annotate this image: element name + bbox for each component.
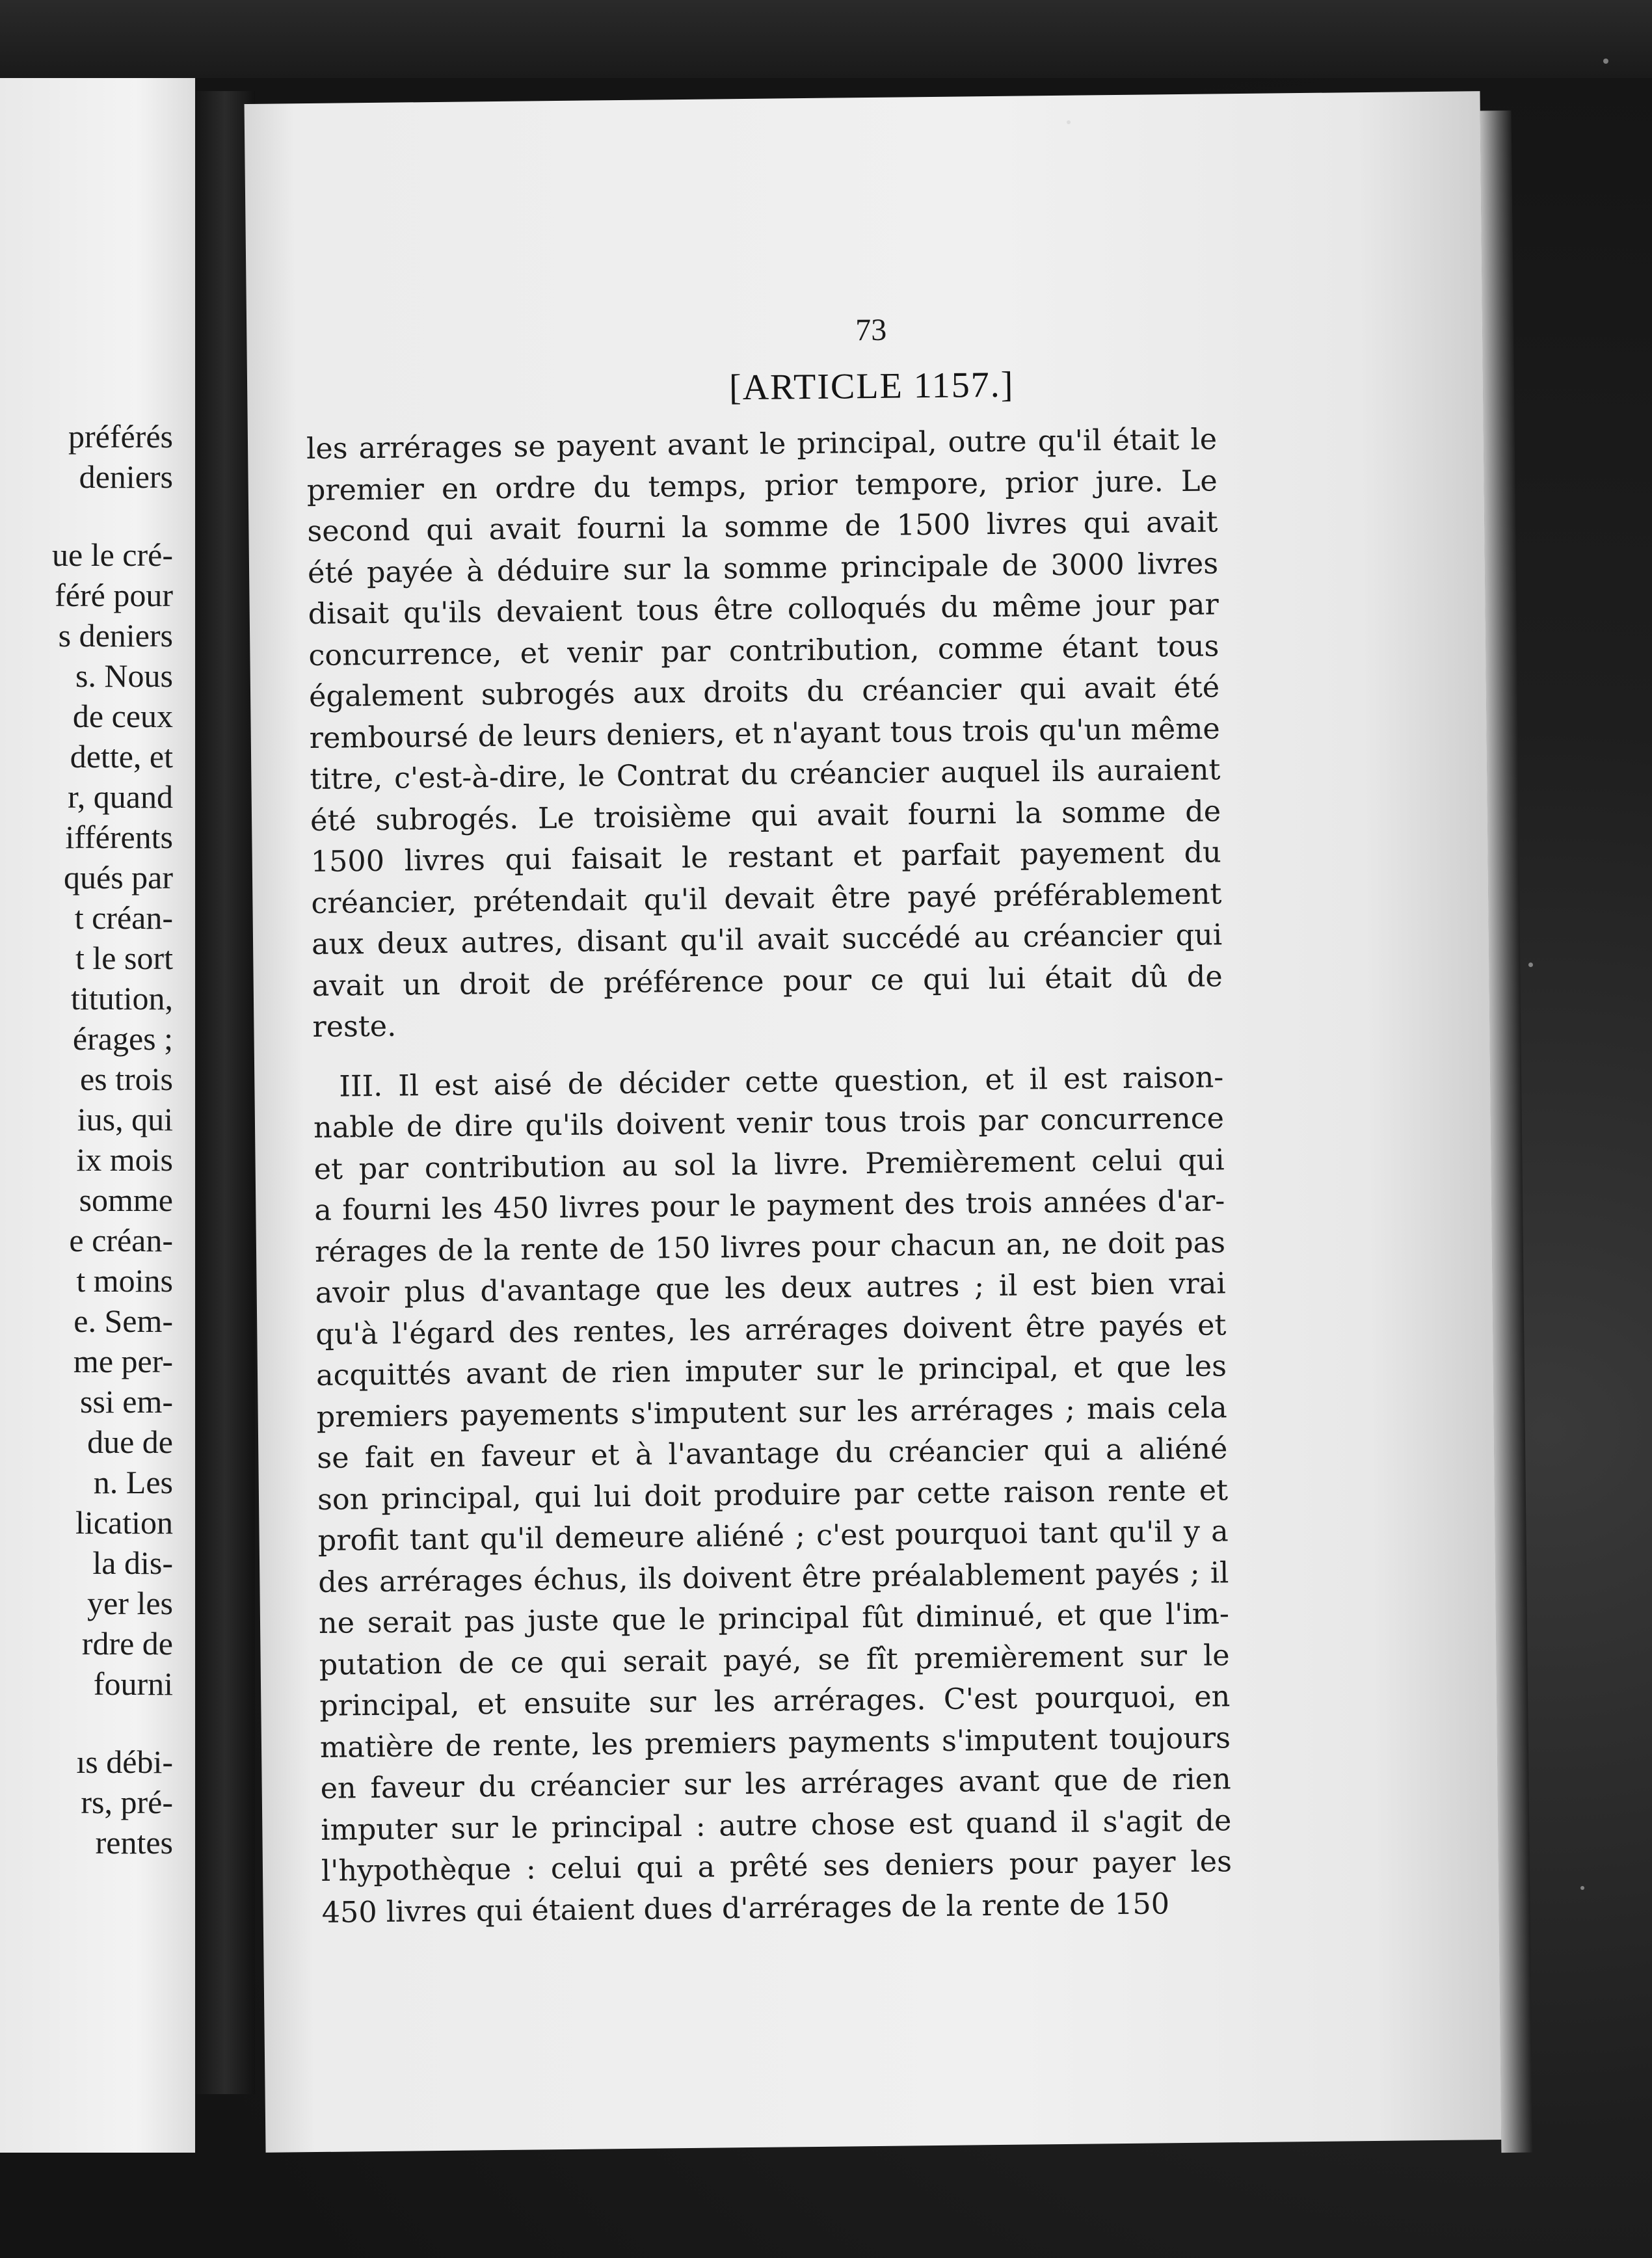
text-line: rérages de la rente de 150 livres pour chacun an, ne doit pas: [314, 1225, 1226, 1269]
scan-dust: [1580, 1886, 1584, 1890]
text-line: des arrérages échus, ils doivent être préalablement payés ; il: [318, 1556, 1229, 1599]
text-line-fragment: due de: [87, 1424, 173, 1460]
text-line: disait qu'ils devaient tous être colloqués du même jour par: [308, 588, 1219, 631]
text-line-fragment: ius, qui: [77, 1101, 173, 1137]
article-heading: [ARTICLE 1157.]: [728, 364, 1015, 408]
text-line: se fait en faveur et à l'avantage du créancier qui a aliéné: [317, 1432, 1228, 1475]
text-line: nable de dire qu'ils doivent venir tous trois par concurrence: [313, 1102, 1225, 1145]
text-line-fragment: r, quand: [68, 778, 173, 815]
scan-dust: [1603, 59, 1608, 64]
text-line-fragment: dette, et: [70, 738, 173, 775]
text-line: ne serait pas juste que le principal fût diminué, et que l'im-: [318, 1597, 1230, 1640]
scan-dust: [1067, 120, 1071, 124]
text-line-fragment: ıs débi-: [76, 1744, 173, 1780]
text-line: l'hypothèque : celui qui a prêté ses deniers pour payer les: [321, 1845, 1232, 1888]
text-line-fragment: préférés: [68, 418, 173, 455]
text-line: été payée à déduire sur la somme principale de 3000 livres: [307, 546, 1219, 590]
text-line-fragment: e créan-: [69, 1222, 173, 1258]
text-line-fragment: qués par: [64, 859, 173, 896]
text-line: avait un droit de préférence pour ce qui lui était dû de: [312, 959, 1223, 1003]
text-line: remboursé de leurs deniers, et n'ayant tous trois qu'un même: [309, 711, 1220, 755]
text-line-fragment: érages ;: [72, 1020, 173, 1057]
text-line-fragment: yer les: [87, 1585, 173, 1621]
text-line: imputer sur le principal : autre chose est quand il s'agit de: [321, 1803, 1232, 1847]
text-line: son principal, qui lui doit produire par cette raison rente et: [317, 1473, 1229, 1517]
text-line-fragment: rentes: [95, 1824, 173, 1861]
text-line: en faveur du créancier sur les arrérages avant que de rien: [320, 1762, 1231, 1805]
page-body-text: [306, 419, 1232, 1933]
text-line: reste.: [312, 1009, 397, 1044]
text-line-fragment: t créan-: [74, 899, 173, 936]
scan-top-border: [0, 0, 1652, 78]
text-line-fragment: féré pour: [55, 577, 173, 613]
text-line-fragment: me per-: [73, 1343, 173, 1379]
text-line: premiers payements s'imputent sur les arrérages ; mais cela: [316, 1390, 1227, 1434]
text-line: principal, et ensuite sur les arrérages. C'est pourquoi, en: [319, 1680, 1231, 1723]
text-line-fragment: ix mois: [76, 1141, 173, 1178]
previous-page-fragment: [0, 78, 195, 2153]
text-line-fragment: e. Sem-: [73, 1303, 173, 1339]
text-line-fragment: de ceux: [72, 698, 173, 734]
scan-dust: [1528, 963, 1533, 967]
text-line-fragment: t le sort: [75, 940, 173, 976]
text-line: matière de rente, les premiers payments s'imputent toujours: [319, 1721, 1231, 1764]
text-line-fragment: s deniers: [58, 617, 173, 654]
text-line: profit tant qu'il demeure aliéné ; c'est pourquoi tant qu'il y a: [317, 1515, 1229, 1558]
text-line: second qui avait fourni la somme de 1500 livres qui avait: [307, 505, 1218, 549]
text-line-fragment: deniers: [79, 458, 173, 495]
text-line: avoir plus d'avantage que les deux autres ; il est bien vrai: [315, 1267, 1226, 1310]
text-line: premier en ordre du temps, prior tempore, prior jure. Le: [306, 464, 1218, 507]
text-line-fragment: la dis-: [92, 1545, 173, 1581]
line-gap: [0, 497, 173, 535]
text-line: a fourni les 450 livres pour le payment des trois années d'ar-: [314, 1184, 1225, 1227]
text-line-fragment: ue le cré-: [52, 537, 173, 573]
text-line: titre, c'est-à-dire, le Contrat du créancier auquel ils auraient: [310, 753, 1221, 797]
previous-page-text: [0, 416, 173, 1863]
text-line-fragment: t moins: [76, 1262, 173, 1299]
text-line: et par contribution au sol la livre. Premièrement celui qui: [313, 1143, 1225, 1186]
text-line-fragment: n. Les: [93, 1464, 173, 1500]
text-line-fragment: rdre de: [81, 1625, 173, 1662]
text-line-fragment: es trois: [79, 1061, 173, 1097]
text-line: 450 livres qui étaient dues d'arrérages de la rente de 150: [321, 1887, 1170, 1930]
text-line-fragment: ifférents: [65, 819, 173, 855]
page-number: 73: [855, 312, 887, 348]
text-line: acquittés avant de rien imputer sur le principal, et que les: [315, 1349, 1227, 1392]
text-line-fragment: s. Nous: [75, 657, 173, 694]
text-line-fragment: somme: [79, 1182, 173, 1218]
text-line: III. Il est aisé de décider cette question, et il est raison-: [339, 1060, 1224, 1104]
text-line-fragment: titution,: [71, 980, 173, 1016]
text-line-fragment: lication: [75, 1504, 173, 1541]
text-line: concurrence, et venir par contribution, comme étant tous: [308, 629, 1219, 672]
text-line: qu'à l'égard des rentes, les arrérages doivent être payés et: [315, 1308, 1227, 1351]
book-gutter: [195, 91, 255, 2094]
text-line-fragment: fourni: [93, 1666, 173, 1702]
book-page: [245, 91, 1502, 2153]
text-line-fragment: rs, pré-: [81, 1784, 173, 1820]
text-line: également subrogés aux droits du créancier qui avait été: [308, 671, 1220, 714]
text-line-fragment: ssi em-: [79, 1383, 173, 1420]
text-line: été subrogés. Le troisième qui avait fourni la somme de: [310, 794, 1221, 838]
text-line: les arrérages se payent avant le principal, outre qu'il était le: [306, 423, 1218, 466]
line-gap: [0, 1704, 173, 1742]
text-line: aux deux autres, disant qu'il avait succédé au créancier qui: [311, 918, 1223, 962]
text-line: 1500 livres qui faisait le restant et parfait payement du: [310, 836, 1221, 879]
text-line: putation de ce qui serait payé, se fît premièrement sur le: [319, 1638, 1230, 1682]
text-line: créancier, prétendait qu'il devait être payé préférablement: [311, 877, 1222, 920]
